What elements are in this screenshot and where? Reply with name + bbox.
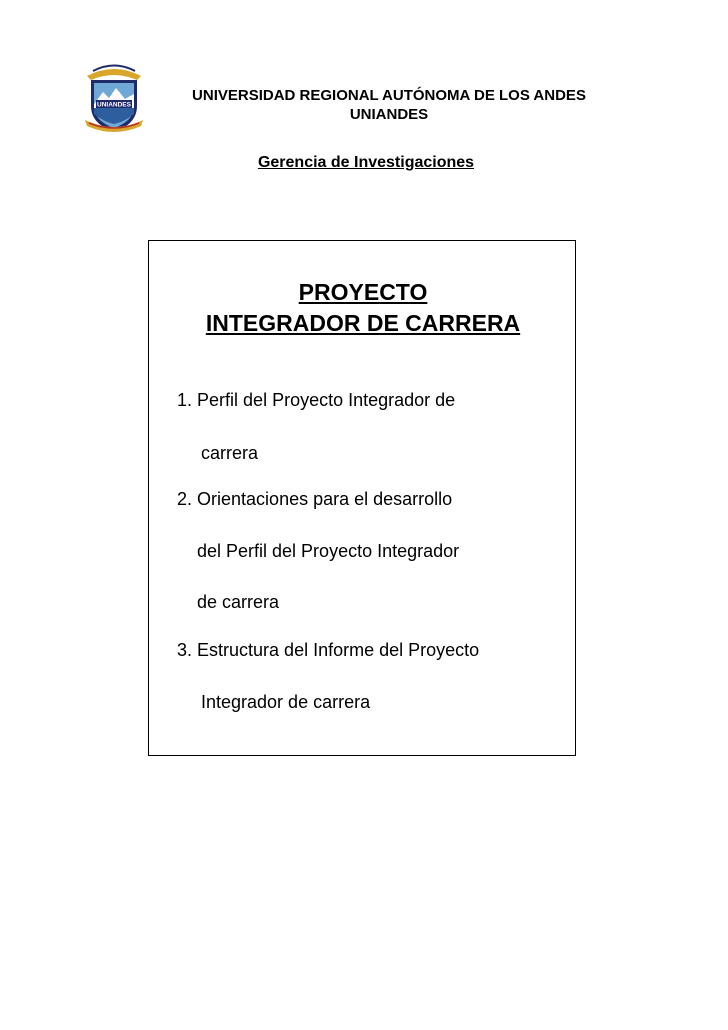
content-box — [148, 240, 576, 756]
university-name-line2: UNIANDES — [349, 106, 429, 123]
list-item-1-continuation: carrera — [201, 443, 259, 463]
department-title-text: Gerencia de Investigaciones — [257, 154, 475, 171]
university-crest-icon — [83, 62, 145, 134]
list-item-text: Perfil del Proyecto Integrador de — [197, 390, 456, 410]
document-title-line2 — [149, 308, 577, 338]
list-item-1 — [177, 388, 455, 412]
list-item-3-continuation: Integrador de carrera — [201, 692, 371, 712]
document-title-line1-text: PROYECTO — [298, 279, 428, 305]
list-item-number: 2. — [177, 489, 193, 509]
document-title-line1 — [149, 277, 577, 307]
list-item-3 — [177, 638, 479, 662]
university-name-line1: UNIVERSIDAD REGIONAL AUTÓNOMA DE LOS ANDES — [192, 87, 586, 104]
list-item-text: Estructura del Informe del Proyecto — [197, 640, 480, 660]
list-item-text: Orientaciones para el desarrollo — [197, 489, 453, 509]
document-title-line2-text: INTEGRADOR DE CARRERA — [205, 310, 521, 336]
department-title — [160, 154, 572, 172]
list-item-2-continuation: del Perfil del Proyecto Integrador — [197, 541, 460, 561]
list-item-2-continuation-2: de carrera — [197, 592, 280, 612]
university-name — [160, 86, 618, 124]
svg-text:UNIANDES: UNIANDES — [97, 101, 131, 109]
list-item-number: 3. — [177, 640, 193, 660]
list-item-number: 1. — [177, 390, 193, 410]
list-item-2 — [177, 487, 452, 511]
